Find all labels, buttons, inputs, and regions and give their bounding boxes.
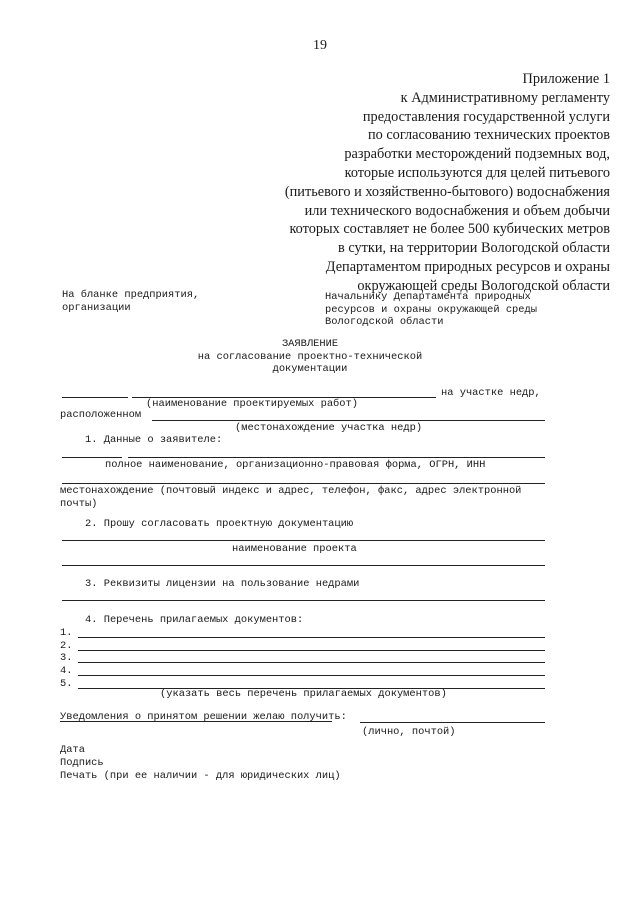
signature-label: Подпись: [60, 757, 104, 769]
appendix-line: разработки месторождений подземных вод,: [344, 146, 610, 163]
applicant-hint: полное наименование, организационно-правовая форма, ОГРН, ИНН: [105, 459, 486, 471]
document-title: [150, 338, 470, 376]
location-hint: (местонахождение участка недр): [235, 422, 423, 434]
applicant-name-field[interactable]: [128, 457, 545, 458]
license-field[interactable]: [62, 600, 545, 601]
appendix-line: которых составляет не более 500 кубических метров: [289, 221, 610, 238]
document-item-field[interactable]: [78, 662, 545, 663]
list-item-number: 1.: [60, 627, 73, 639]
document-item-field[interactable]: [78, 675, 545, 676]
stamp-label: Печать (при ее наличии - для юридических лиц): [60, 770, 341, 782]
list-item-number: 4.: [60, 665, 73, 677]
project-name-hint: наименование проекта: [232, 543, 357, 555]
appendix-line: по согласованию технических проектов: [367, 127, 610, 144]
works-hint: (наименование проектируемых работ): [146, 398, 359, 410]
located-label: расположенном: [60, 409, 142, 421]
addressee-line: Вологодской области: [325, 316, 444, 328]
address-hint-line: местонахождение (почтовый индекс и адрес, телефон, факс, адрес электронной: [60, 485, 522, 497]
letterhead-line: На бланке предприятия,: [62, 289, 200, 301]
notification-label: Уведомления о принятом решении желаю получить:: [60, 711, 347, 723]
title-line: документации: [272, 363, 348, 375]
section-1-heading: 1. Данные о заявителе:: [85, 434, 223, 446]
letterhead-line: организации: [62, 301, 131, 314]
list-item-number: 5.: [60, 678, 73, 690]
addressee-line: ресурсов и охраны окружающей среды: [325, 303, 538, 316]
document-item-field[interactable]: [78, 650, 545, 651]
section-3-heading: 3. Реквизиты лицензии на пользование недрами: [85, 578, 360, 590]
addressee-line: Начальнику Департамента природных: [325, 291, 531, 303]
notification-method-field[interactable]: [360, 722, 545, 723]
appendix-line: к Административному регламенту: [400, 89, 610, 106]
list-item-number: 2.: [60, 640, 73, 652]
appendix-line: которые используются для целей питьевого: [344, 164, 610, 181]
title-line: на согласование проектно-технической: [197, 350, 423, 363]
project-name-extra-field[interactable]: [62, 565, 545, 566]
appendix-line: Департаментом природных ресурсов и охраны: [325, 258, 610, 275]
appendix-line: или технического водоснабжения и объем добычи: [304, 202, 610, 219]
project-name-field[interactable]: [62, 540, 545, 541]
appendix-line: окружающей среды Вологодской области: [357, 277, 610, 294]
appendix-line: в сутки, на территории Вологодской области: [338, 240, 610, 257]
applicant-address-field[interactable]: [62, 483, 545, 484]
fill-line[interactable]: [62, 457, 122, 458]
notification-underline: [60, 721, 332, 722]
appendix-line: Приложение 1: [522, 71, 610, 87]
title-word: ЗАЯВЛЕНИЕ: [281, 338, 339, 350]
notification-hint: (лично, почтой): [362, 726, 456, 738]
section-4-heading: 4. Перечень прилагаемых документов:: [85, 614, 304, 626]
page-number: 19: [313, 38, 327, 53]
appendix-line: предоставления государственной услуги: [362, 108, 610, 125]
section-2-heading: 2. Прошу согласовать проектную документацию: [85, 518, 354, 530]
date-label: Дата: [60, 744, 85, 756]
appendix-header: [285, 70, 610, 296]
address-hint-line: почты): [60, 497, 98, 510]
list-item-number: 3.: [60, 652, 73, 664]
addressee-block: [325, 291, 537, 329]
documents-list-hint: (указать весь перечень прилагаемых документов): [160, 688, 447, 700]
appendix-line: (питьевого и хозяйственно-бытового) водоснабжения: [284, 183, 610, 200]
subsoil-site-label: на участке недр,: [441, 387, 541, 399]
applicant-address-hint: [60, 485, 521, 510]
fill-line[interactable]: [62, 397, 128, 398]
letterhead-note: [62, 289, 199, 314]
document-item-field[interactable]: [78, 637, 545, 638]
location-field[interactable]: [152, 420, 545, 421]
